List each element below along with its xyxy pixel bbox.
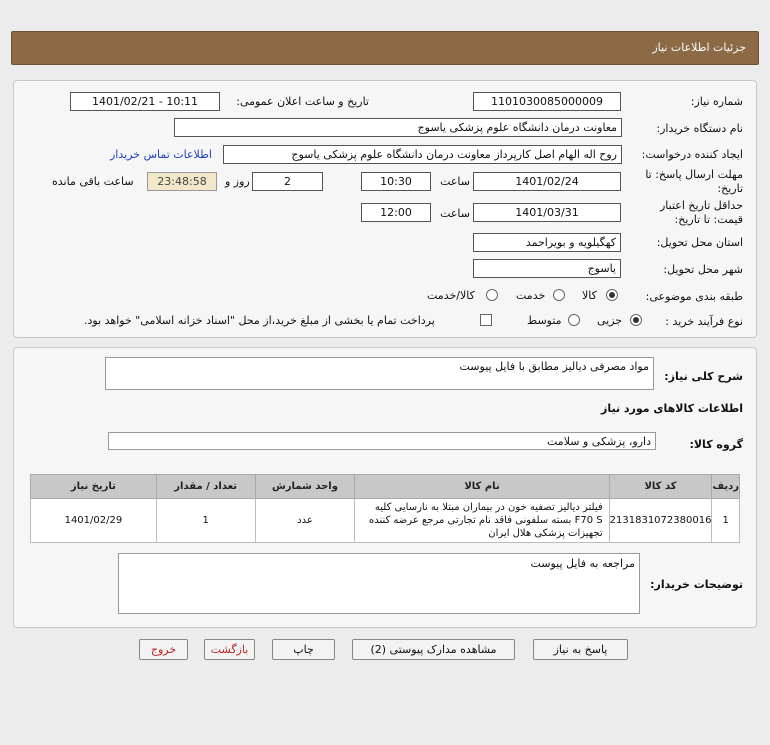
payment-note: پرداخت تمام یا بخشی از مبلغ خرید،از محل "اسناد خزانه اسلامی" خواهد بود. — [84, 314, 435, 327]
need-number-label: شماره نیاز: — [690, 95, 743, 108]
validity-time-field: 12:00 — [361, 203, 431, 222]
cell-name: فیلتر دیالیز تصفیه خون در بیماران مبتلا به نارسایی کلیه F70 S بسته سلفونی فاقد نام تجارتی مرجع عرضه کننده تجهیزات پزشکی هلال ایران — [355, 499, 609, 543]
days-label: روز و — [225, 175, 250, 188]
purchase-radio-minor[interactable] — [630, 314, 642, 326]
col-date: تاریخ نیاز — [31, 475, 157, 499]
cell-unit: عدد — [255, 499, 355, 543]
purchase-radio-medium[interactable] — [568, 314, 580, 326]
buyer-notes-field: مراجعه به فایل پیوست — [118, 553, 640, 614]
buyer-notes-label: توضیحات خریدار: — [650, 578, 743, 591]
deadline-label: مهلت ارسال پاسخ: تا — [645, 168, 743, 181]
buyer-org-field: معاونت درمان دانشگاه علوم پزشکی یاسوج — [174, 118, 622, 137]
col-name: نام کالا — [355, 475, 609, 499]
view-documents-button[interactable]: مشاهده مدارک پیوستی (2) — [352, 639, 515, 660]
print-button[interactable]: چاپ — [272, 639, 335, 660]
creator-field: روح اله الهام اصل کارپرداز معاونت درمان دانشگاه علوم پزشکی یاسوج — [223, 145, 622, 164]
validity-label: حداقل تاریخ اعتبار — [659, 199, 743, 212]
category-option-goods: کالا — [582, 289, 597, 302]
col-qty: تعداد / مقدار — [156, 475, 255, 499]
reply-button[interactable]: پاسخ به نیاز — [533, 639, 628, 660]
days-field: 2 — [252, 172, 323, 191]
goods-group-field: دارو، پزشکی و سلامت — [108, 432, 656, 450]
summary-label: شرح کلی نیاز: — [664, 370, 743, 383]
back-button[interactable]: بازگشت — [204, 639, 255, 660]
table-row — [31, 499, 740, 543]
goods-section-title: اطلاعات کالاهای مورد نیاز — [601, 402, 743, 415]
summary-field: مواد مصرفی دیالیز مطابق با فایل پیوست — [105, 357, 654, 390]
province-field: کهگیلویه و بویراحمد — [473, 233, 621, 252]
deadline-label-date: تاریخ: — [717, 182, 743, 195]
deadline-time-label: ساعت — [440, 175, 470, 188]
validity-date-field: 1401/03/31 — [473, 203, 621, 222]
buyer-org-label: نام دستگاه خریدار: — [656, 122, 743, 135]
goods-table-wrapper — [30, 474, 740, 543]
goods-table — [30, 474, 740, 543]
category-radio-service[interactable] — [553, 289, 565, 301]
page-header — [11, 31, 759, 65]
deadline-time-field: 10:30 — [361, 172, 431, 191]
province-label: استان محل تحویل: — [656, 236, 743, 249]
cell-row: 1 — [712, 499, 740, 543]
city-field: یاسوج — [473, 259, 621, 278]
purchase-type-label: نوع فرآیند خرید : — [665, 315, 743, 328]
cell-qty: 1 — [156, 499, 255, 543]
purchase-option-medium: متوسط — [527, 314, 562, 327]
need-number-field: 1101030085000009 — [473, 92, 621, 111]
col-code: کد کالا — [609, 475, 712, 499]
remaining-label: ساعت باقی مانده — [52, 175, 134, 188]
deadline-date-field: 1401/02/24 — [473, 172, 621, 191]
buyer-contact-link[interactable]: اطلاعات تماس خریدار — [110, 148, 212, 161]
city-label: شهر محل تحویل: — [663, 263, 743, 276]
category-label: طبقه بندی موضوعی: — [645, 290, 743, 303]
treasury-checkbox[interactable] — [480, 314, 492, 326]
cell-code: 2131831072380016 — [609, 499, 712, 543]
validity-time-label: ساعت — [440, 207, 470, 220]
goods-group-label: گروه کالا: — [689, 438, 743, 451]
category-option-service: خدمت — [516, 289, 546, 302]
col-unit: واحد شمارش — [255, 475, 355, 499]
remaining-time-field: 23:48:58 — [147, 172, 217, 191]
creator-label: ایجاد کننده درخواست: — [641, 148, 743, 161]
purchase-option-minor: جزیی — [597, 314, 623, 327]
exit-button[interactable]: خروج — [139, 639, 188, 660]
col-row: ردیف — [712, 475, 740, 499]
table-header-row — [31, 475, 740, 499]
category-radio-goods-service[interactable] — [486, 289, 498, 301]
announce-label: تاریخ و ساعت اعلان عمومی: — [236, 95, 369, 108]
page-title: جزئیات اطلاعات نیاز — [652, 41, 746, 54]
category-radio-goods[interactable] — [606, 289, 618, 301]
category-option-goods-service: کالا/خدمت — [427, 289, 475, 302]
validity-label-date: قیمت: تا تاریخ: — [674, 213, 743, 226]
announce-field: 1401/02/21 - 10:11 — [70, 92, 220, 111]
cell-date: 1401/02/29 — [31, 499, 157, 543]
